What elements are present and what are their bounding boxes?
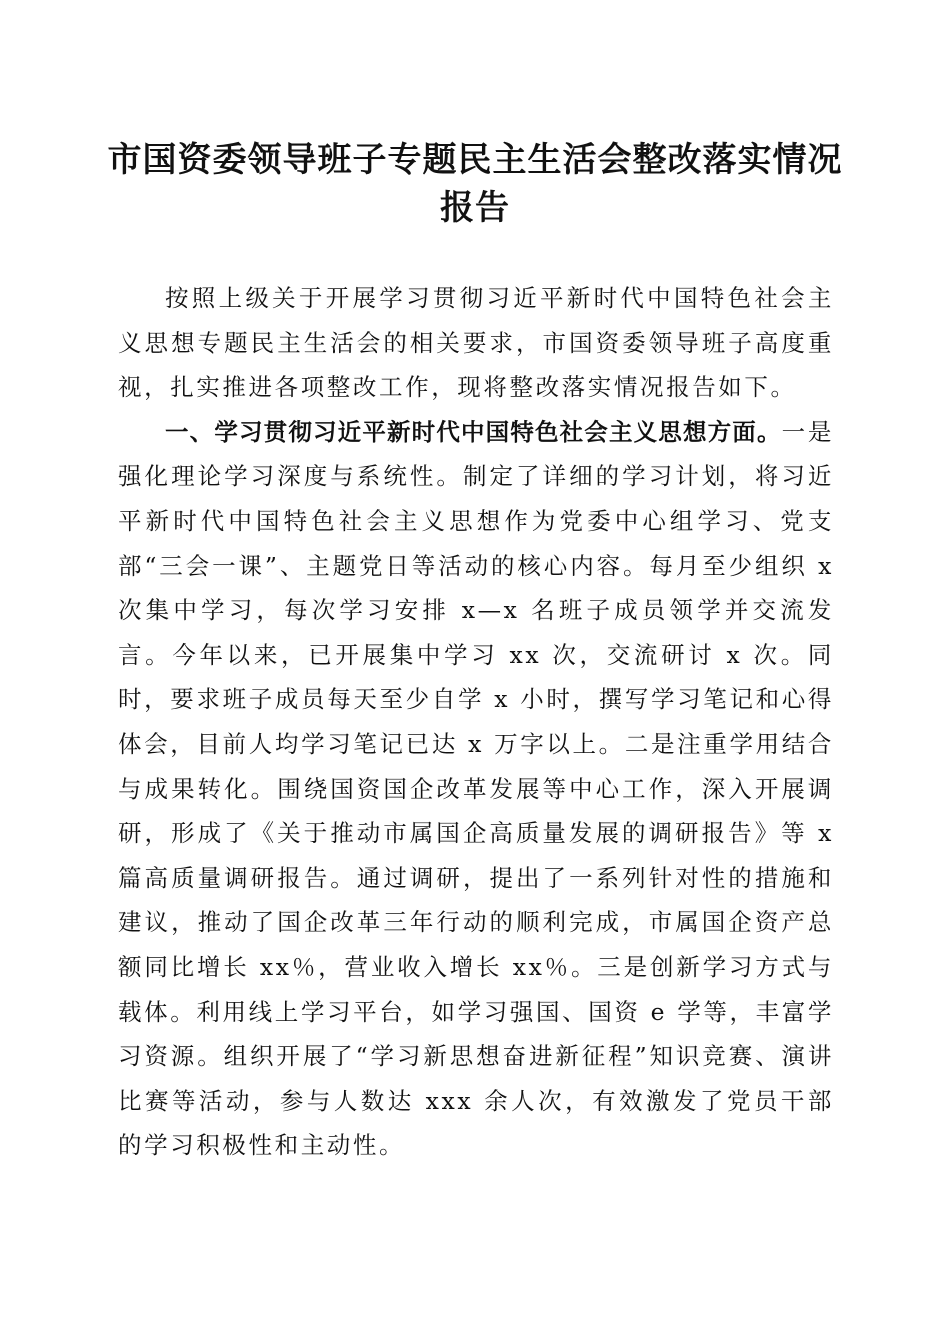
document-body [118, 276, 834, 1168]
document-title: 市国资委领导班子专题民主生活会整改落实情况报告 [107, 140, 843, 228]
section-1-paragraph [118, 410, 834, 1168]
section-1-heading: 一、学习贯彻习近平新时代中国特色社会主义思想方面。 [165, 417, 782, 446]
intro-paragraph: 按照上级关于开展学习贯彻习近平新时代中国特色社会主义思想专题民主生活会的相关要求，市国资委领导班子高度重视，扎实推进各项整改工作，现将整改落实情况报告如下。 [118, 284, 834, 402]
section-1-body: 一是强化理论学习深度与系统性。制定了详细的学习计划，将习近平新时代中国特色社会主义思想作为党委中心组学习、党支部“三会一课”、主题党日等活动的核心内容。每月至少组织 x 次集中学习，每次学习安排 x—x 名班子成员领学并交流发言。今年以来，已开展集中学习 xx 次，交流研讨 x 次。同时，要求班子成员每天至少自学 x 小时，撰写学习笔记和心得体会，目前人均学习笔记已达 x 万字以上。二是注重学用结合与成果转化。围绕国资国企改革发展等中心工作，深入开展调研，形成了《关于推动市属国企高质量发展的调研报告》等 x 篇高质量调研报告。通过调研，提出了一系列针对性的措施和建议，推动了国企改革三年行动的顺利完成，市属国企资产总额同比增长 xx％，营业收入增长 xx％。三是创新学习方式与载体。利用线上学习平台，如学习强国、国资 e 学等，丰富学习资源。组织开展了“学习新思想奋进新征程”知识竞赛、演讲比赛等活动，参与人数达 xxx 余人次，有效激发了党员干部的学习积极性和主动性。 [118, 417, 835, 1160]
